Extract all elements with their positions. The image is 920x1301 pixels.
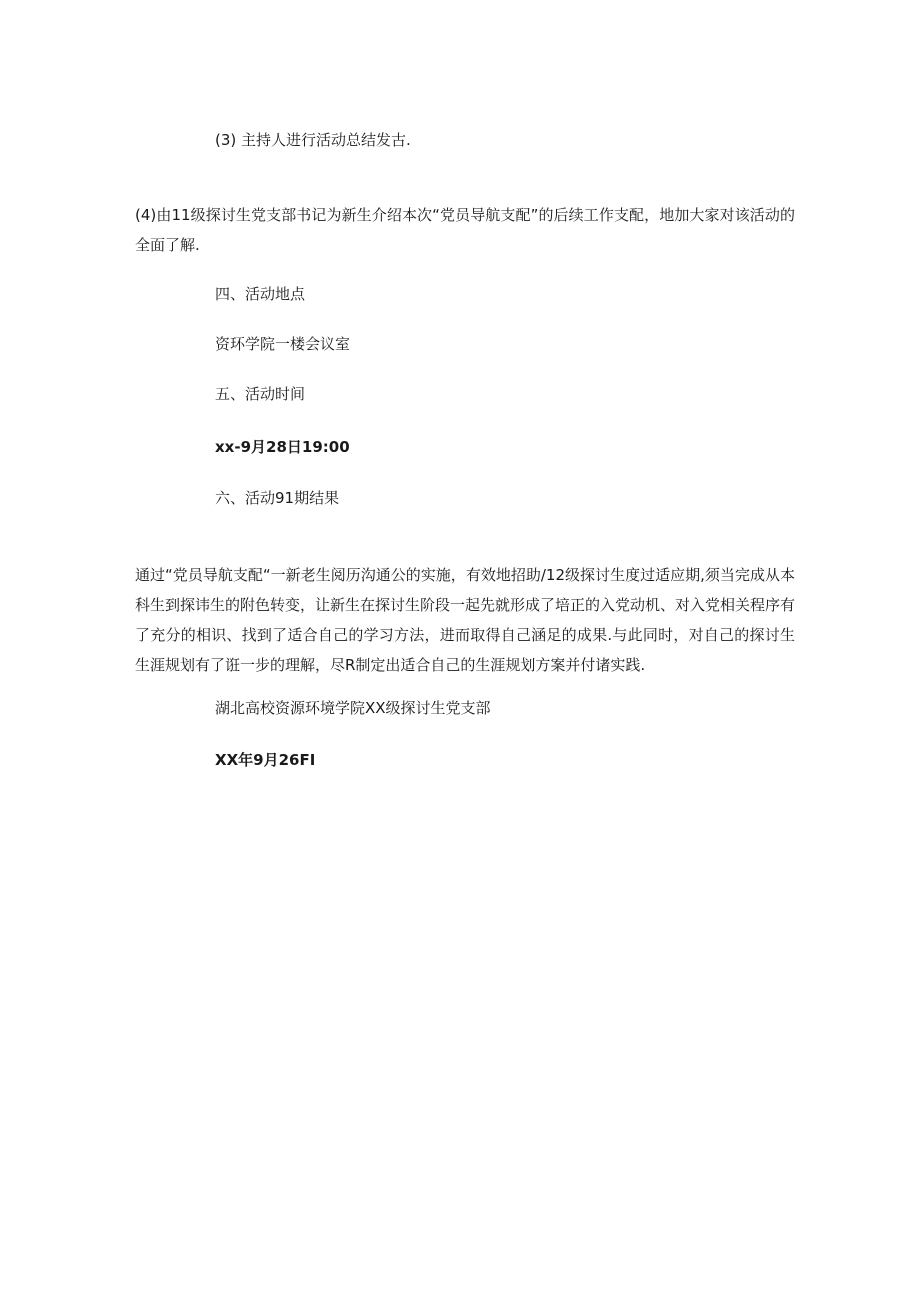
section-4-location: 资环学院一楼会议室	[215, 335, 351, 353]
section-6-body: 通过“党员导航支配“一新老生阅历沟通公的实施，有效地招助/12级探讨生度过适应期,须当完成从本科生到探讳生的附色转变，让新生在探讨生阶段一起先就形成了培正的入党动机、对入党相关程序有了充分的相识、找到了适合自己的学习方法，进而取得自己涵足的成果.与此同时，对自己的探讨生生涯规划有了诳一步的理解，尽R制定出适合自己的生涯规划方案并付诸实践.	[135, 566, 796, 674]
section-5-time: xx-9月28日19:00	[215, 438, 350, 456]
signature-date: XX年9月26FI	[215, 751, 316, 769]
section-6-heading: 六、活动91期结果	[215, 489, 340, 507]
section-4-heading: 四、活动地点	[215, 285, 306, 303]
item-3: (3) 主持人进行活动总结发古.	[215, 131, 411, 149]
section-5-heading: 五、活动时间	[215, 385, 306, 403]
item-4: (4)由11级探讨生党支部书记为新生介绍本次“党员导航支配”的后续工作支配，地加大家对该活动的全面了解.	[135, 206, 795, 254]
signature-organization: 湖北高校资源环境学院XX级探讨生党支部	[215, 699, 491, 717]
